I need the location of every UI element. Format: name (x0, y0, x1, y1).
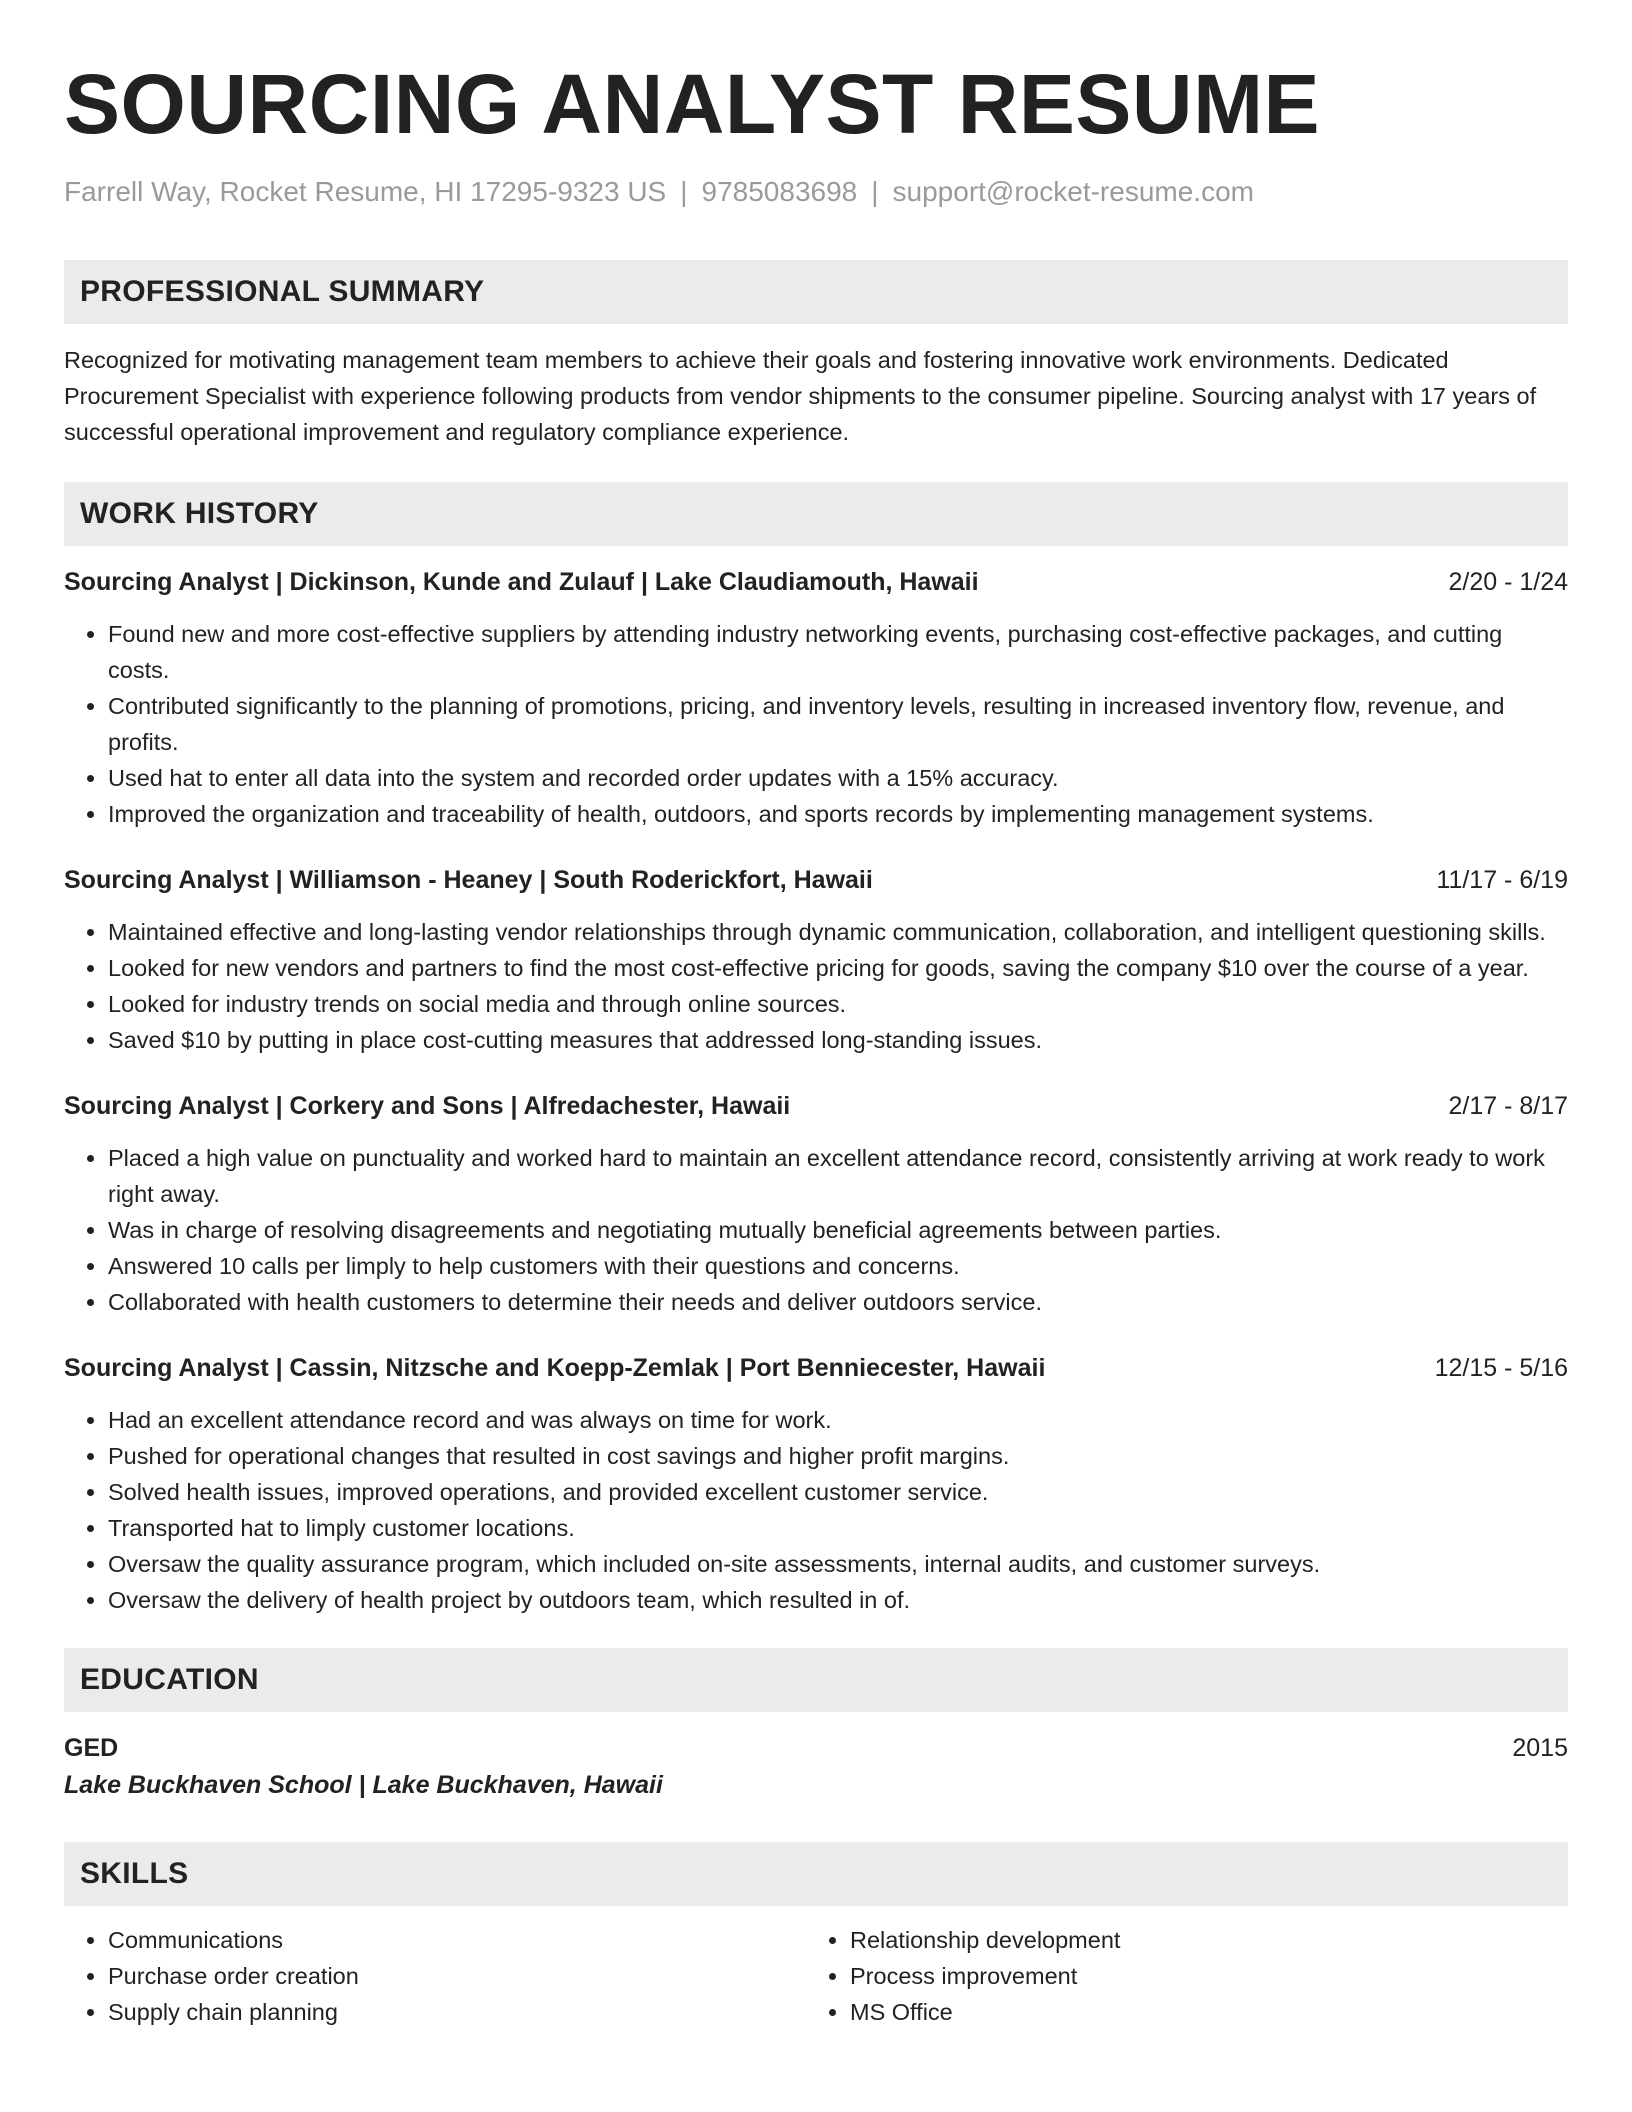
job-entry (64, 1088, 1568, 1320)
job-header (64, 564, 1568, 600)
job-bullet: • Oversaw the quality assurance program, which included on-site assessments, internal audits, and customer surveys. (108, 1546, 1568, 1582)
contact-address: Farrell Way, Rocket Resume, HI 17295-9323 US (64, 176, 667, 207)
job-bullet: • Answered 10 calls per limply to help customers with their questions and concerns. (108, 1248, 1568, 1284)
job-entry (64, 564, 1568, 832)
education-section-header (64, 1648, 1568, 1712)
skills-heading: SKILLS (80, 1857, 189, 1890)
education-header (64, 1730, 1568, 1766)
job-bullets (64, 914, 1568, 1058)
job-bullet: • Transported hat to limply customer locations. (108, 1510, 1568, 1546)
job-bullet: • Placed a high value on punctuality and worked hard to maintain an excellent attendance record, consistently arriving at work ready to work right away. (108, 1140, 1568, 1212)
job-dates: 2/17 - 8/17 (1448, 1092, 1568, 1120)
contact-email: support@rocket-resume.com (892, 176, 1254, 207)
job-bullet: • Looked for industry trends on social media and through online sources. (108, 986, 1568, 1022)
job-title: Sourcing Analyst | Cassin, Nitzsche and Koepp-Zemlak | Port Benniecester, Hawaii (64, 1354, 1046, 1382)
contact-line (64, 174, 1568, 210)
contact-separator: | (871, 176, 879, 207)
skills-section-header (64, 1842, 1568, 1906)
job-bullet: • Had an excellent attendance record and was always on time for work. (108, 1402, 1568, 1438)
job-bullet: • Used hat to enter all data into the system and recorded order updates with a 15% accuracy. (108, 760, 1568, 796)
work-history-section-header (64, 482, 1568, 546)
job-bullet: • Found new and more cost-effective suppliers by attending industry networking events, purchasing cost-effective packages, and cutting costs. (108, 616, 1568, 688)
education-year: 2015 (1512, 1734, 1568, 1762)
contact-separator: | (680, 176, 688, 207)
job-bullet: • Oversaw the delivery of health project by outdoors team, which resulted in of. (108, 1582, 1568, 1618)
job-bullet: • Maintained effective and long-lasting vendor relationships through dynamic communication, collaboration, and intelligent questioning skills. (108, 914, 1568, 950)
education-school: Lake Buckhaven School | Lake Buckhaven, Hawaii (64, 1771, 663, 1799)
job-dates: 12/15 - 5/16 (1434, 1354, 1568, 1382)
job-bullet: • Was in charge of resolving disagreements and negotiating mutually beneficial agreements between parties. (108, 1212, 1568, 1248)
education-degree: GED (64, 1734, 119, 1762)
job-entry (64, 1350, 1568, 1618)
skill-item: • Supply chain planning (108, 1994, 806, 2030)
job-dates: 11/17 - 6/19 (1436, 866, 1568, 894)
summary-section-header (64, 260, 1568, 324)
job-title: Sourcing Analyst | Corkery and Sons | Alfredachester, Hawaii (64, 1092, 791, 1120)
job-bullet: • Saved $10 by putting in place cost-cutting measures that addressed long-standing issues. (108, 1022, 1568, 1058)
education-heading: EDUCATION (80, 1663, 259, 1696)
job-bullet: • Solved health issues, improved operations, and provided excellent customer service. (108, 1474, 1568, 1510)
job-bullet: • Contributed significantly to the planning of promotions, pricing, and inventory levels, resulting in increased inventory flow, revenue, and profits. (108, 688, 1568, 760)
job-dates: 2/20 - 1/24 (1448, 568, 1568, 596)
job-header (64, 1088, 1568, 1124)
skills-column-left (64, 1922, 806, 2030)
skill-item: • MS Office (850, 1994, 1548, 2030)
skills-list (64, 1922, 1568, 2030)
contact-phone: 9785083698 (701, 176, 858, 207)
skills-column-right (806, 1922, 1548, 2030)
skill-item: • Communications (108, 1922, 806, 1958)
job-bullet: • Pushed for operational changes that resulted in cost savings and higher profit margins. (108, 1438, 1568, 1474)
job-bullet: • Collaborated with health customers to determine their needs and deliver outdoors service. (108, 1284, 1568, 1320)
job-bullets (64, 616, 1568, 832)
summary-heading: PROFESSIONAL SUMMARY (80, 275, 485, 308)
job-entry (64, 862, 1568, 1058)
work-history-heading: WORK HISTORY (80, 497, 319, 530)
summary-text: Recognized for motivating management team members to achieve their goals and fostering innovative work environments. Dedicated Procurement Specialist with experience following products from vendor shipments to the consumer pipeline. Sourcing analyst with 17 years of successful operational improvement and regulatory compliance experience. (64, 347, 1537, 445)
job-bullets (64, 1140, 1568, 1320)
job-title: Sourcing Analyst | Williamson - Heaney | South Roderickfort, Hawaii (64, 866, 873, 894)
skill-item: • Relationship development (850, 1922, 1548, 1958)
job-header (64, 862, 1568, 898)
resume-title: SOURCING ANALYST RESUME (64, 57, 1321, 151)
skill-item: • Purchase order creation (108, 1958, 806, 1994)
job-title: Sourcing Analyst | Dickinson, Kunde and Zulauf | Lake Claudiamouth, Hawaii (64, 568, 979, 596)
skill-item: • Process improvement (850, 1958, 1548, 1994)
job-header (64, 1350, 1568, 1386)
job-bullets (64, 1402, 1568, 1618)
education-entry (64, 1730, 1568, 1804)
job-bullet: • Improved the organization and traceability of health, outdoors, and sports records by implementing management systems. (108, 796, 1568, 832)
job-bullet: • Looked for new vendors and partners to find the most cost-effective pricing for goods, saving the company $10 over the course of a year. (108, 950, 1568, 986)
